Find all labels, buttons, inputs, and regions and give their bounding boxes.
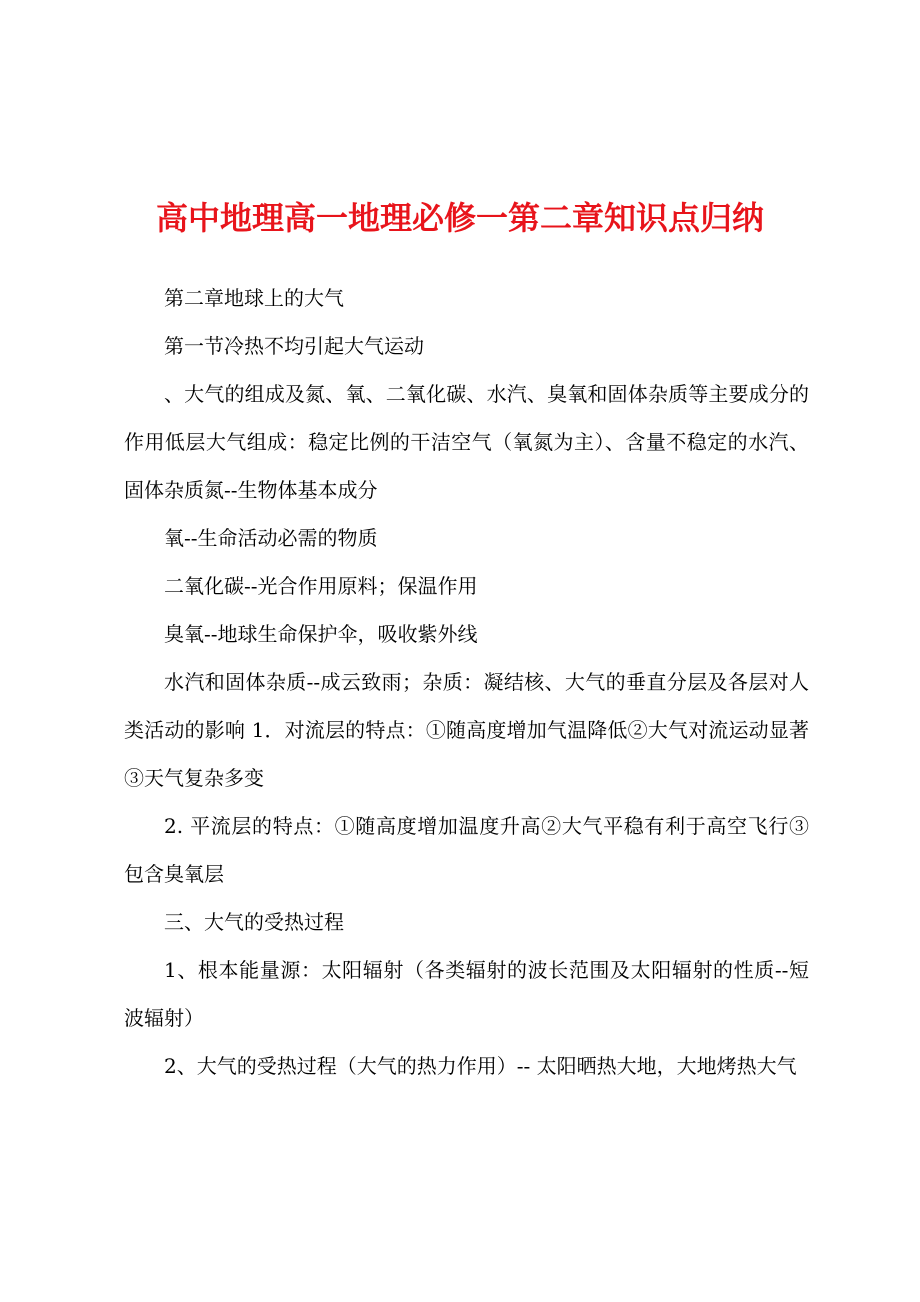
paragraph-energy-source: 1、根本能量源：太阳辐射（各类辐射的波长范围及太阳辐射的性质--短波辐射） bbox=[124, 958, 809, 1030]
paragraph-oxygen: 氧--生命活动必需的物质 bbox=[164, 526, 378, 550]
paragraph-chapter-heading: 第二章地球上的大气 bbox=[164, 286, 344, 310]
paragraph-section-heading: 第一节冷热不均引起大气运动 bbox=[164, 334, 424, 358]
paragraph-vapor-and-layers: 水汽和固体杂质--成云致雨；杂质：凝结核、大气的垂直分层及各层对人类活动的影响 1．对流层的特点：①随高度增加气温降低②大气对流运动显著③天气复杂多变 bbox=[124, 670, 809, 790]
paragraph-carbon-dioxide: 二氧化碳--光合作用原料；保温作用 bbox=[164, 574, 478, 598]
paragraph-ozone: 臭氧--地球生命保护伞，吸收紫外线 bbox=[164, 622, 478, 646]
document-title: 高中地理高一地理必修一第二章知识点归纳 bbox=[155, 199, 764, 237]
paragraph-heating-process: 2、大气的受热过程（大气的热力作用）-- 太阳晒热大地，大地烤热大气 bbox=[164, 1054, 797, 1078]
paragraph-atmosphere-composition: 、大气的组成及氮、氧、二氧化碳、水汽、臭氧和固体杂质等主要成分的作用低层大气组成：稳定比例的干洁空气（氧氮为主）、含量不稳定的水汽、固体杂质氮--生物体基本成分 bbox=[124, 382, 809, 502]
paragraph-heating-process-heading: 三、大气的受热过程 bbox=[164, 910, 344, 934]
document-body bbox=[124, 274, 809, 1090]
paragraph-stratosphere: 2. 平流层的特点：①随高度增加温度升高②大气平稳有利于高空飞行③包含臭氧层 bbox=[124, 814, 809, 886]
